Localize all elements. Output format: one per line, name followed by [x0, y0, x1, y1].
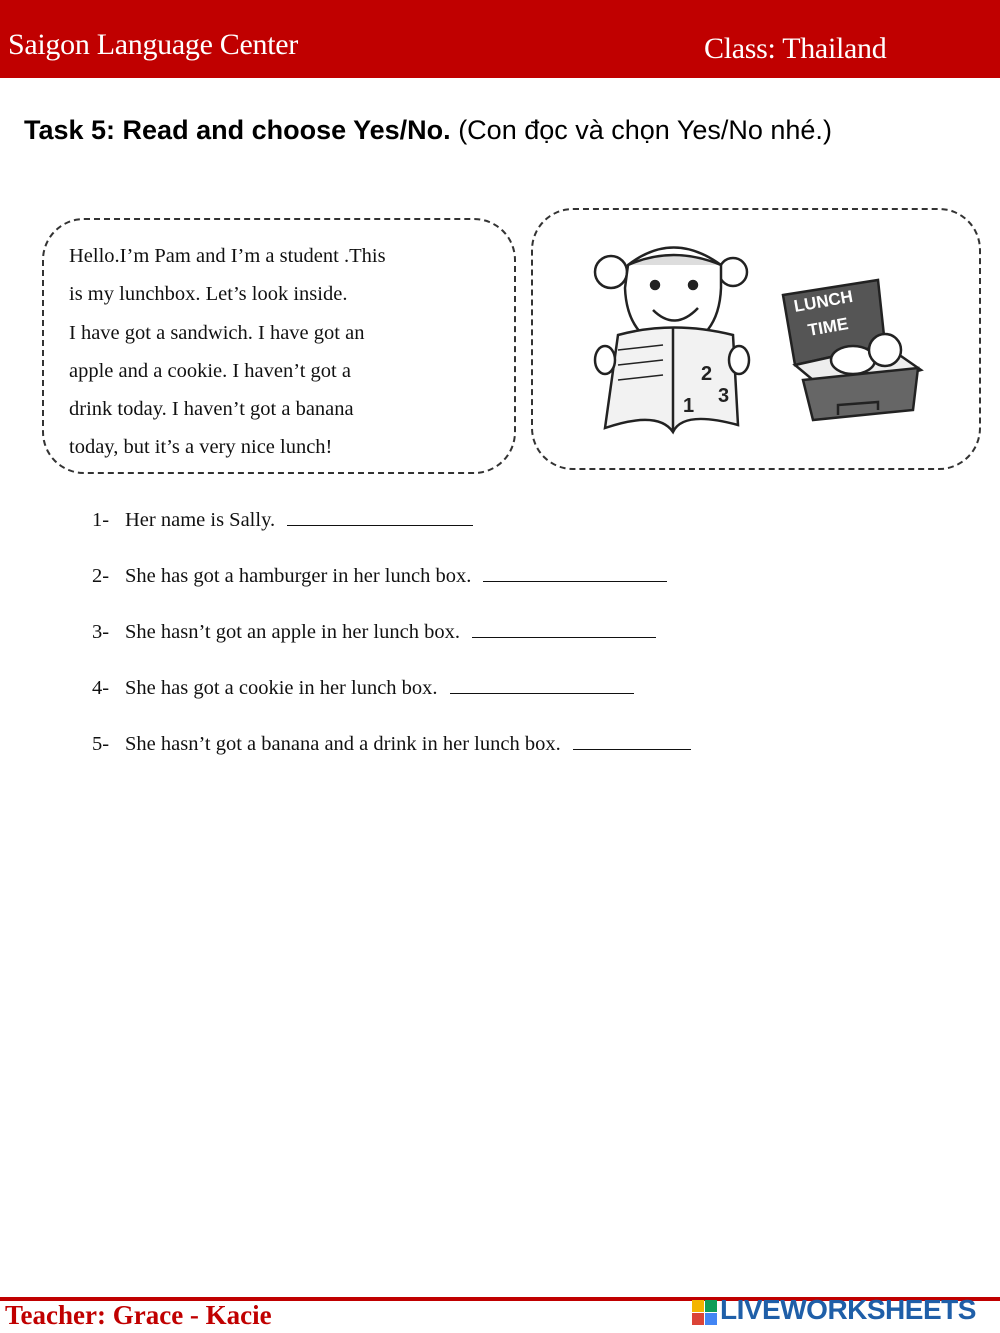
question-number: 5- [92, 733, 110, 755]
story-line: I have got a sandwich. I have got an [69, 321, 365, 344]
book-number: 3 [718, 385, 730, 407]
task-subtitle: (Con đọc và chọn Yes/No nhé.) [458, 115, 832, 145]
question-item [92, 505, 473, 532]
answer-blank[interactable] [287, 505, 473, 526]
story-line: today, but it’s a very nice lunch! [69, 436, 333, 459]
answer-blank[interactable] [573, 729, 691, 750]
question-text: She has got a hamburger in her lunch box. [125, 565, 472, 587]
answer-blank[interactable] [450, 673, 634, 694]
question-text: Her name is Sally. [125, 509, 276, 531]
question-number: 2- [92, 565, 110, 587]
answer-blank[interactable] [483, 561, 667, 582]
lunchbox-label: TIME [806, 314, 850, 340]
story-line: is my lunchbox. Let’s look inside. [69, 283, 348, 306]
answer-blank[interactable] [472, 617, 656, 638]
lunchbox-label: LUNCH [792, 286, 855, 316]
question-text: She hasn’t got a banana and a drink in her lunch box. [125, 733, 561, 755]
question-item [92, 729, 691, 756]
liveworksheets-logo[interactable]: LIVEWORKSHEETS [720, 1294, 976, 1325]
school-name: Saigon Language Center [8, 28, 298, 61]
task-instruction [24, 115, 832, 146]
question-number: 3- [92, 621, 110, 643]
story-text [69, 237, 499, 467]
class-label: Class: Thailand [704, 32, 887, 65]
story-line: Hello.I’m Pam and I’m a student .This [69, 245, 386, 267]
illustration-picture [533, 210, 979, 468]
question-item [92, 561, 667, 588]
liveworksheets-logo-icon [692, 1300, 718, 1326]
book-number: 2 [701, 363, 713, 385]
question-item [92, 617, 656, 644]
teacher-credit: Teacher: Grace - Kacie [5, 1300, 272, 1330]
header-bar [0, 0, 1000, 78]
question-text: She hasn’t got an apple in her lunch box. [125, 621, 460, 643]
question-number: 1- [92, 509, 110, 531]
question-text: She has got a cookie in her lunch box. [125, 677, 438, 699]
illustration-box [531, 208, 981, 470]
question-item [92, 673, 634, 700]
task-title: Task 5: Read and choose Yes/No. [24, 115, 451, 145]
story-line: drink today. I haven’t got a banana [69, 398, 354, 421]
book-number: 1 [683, 395, 695, 417]
story-line: apple and a cookie. I haven’t got a [69, 359, 351, 382]
question-number: 4- [92, 677, 110, 699]
